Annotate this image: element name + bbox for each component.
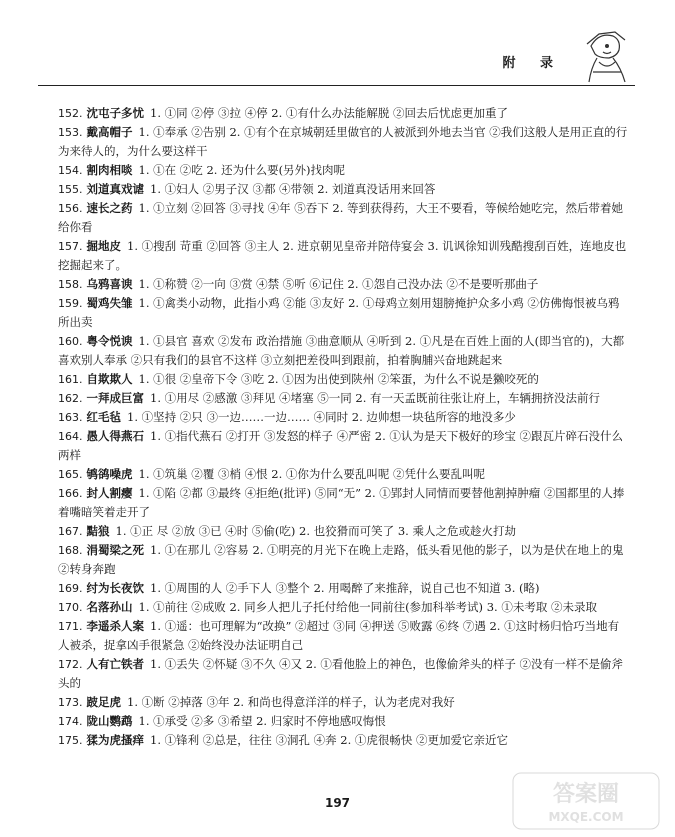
entry-body: 1. ①正 尽 ②放 ③已 ④时 ⑤偷(吃) 2. 也狡猾而可笑了 3. 乘人之危或趁火打劫 (115, 524, 516, 538)
entry-title: 一拜成巨富 (86, 391, 144, 405)
answer-entry (58, 275, 629, 294)
entry-title: 鸲鹆噪虎 (86, 467, 133, 481)
answer-entry (58, 598, 629, 617)
entry-number: 172. (58, 658, 83, 671)
answer-entry (58, 427, 629, 465)
entry-title: 沈屯子多忧 (86, 106, 144, 120)
entry-number: 152. (58, 107, 83, 120)
answer-entry (58, 104, 629, 123)
entry-number: 171. (58, 620, 83, 633)
entry-title: 李遥杀人案 (86, 619, 144, 633)
entry-body: 1. ①锋利 ②总是，往往 ③洞孔 ④奔 2. ①虎很畅快 ②更加爱它亲近它 (150, 733, 509, 747)
entry-body: 1. ①称赞 ②一向 ③赏 ④禁 ⑤听 ⑥记住 2. ①怨自己没办法 ②不是要听那曲子 (138, 277, 539, 291)
entry-number: 153. (58, 126, 83, 139)
answer-entry (58, 199, 629, 237)
entry-body: 1. ①禽类小动物，此指小鸡 ②能 ③友好 2. ①母鸡立刻用翅膀掩护众多小鸡 ②仿佛悔恨被乌鸦所出卖 (58, 296, 620, 329)
entry-title: 跛足虎 (86, 695, 121, 709)
entry-number: 166. (58, 487, 83, 500)
entry-body: 1. ①指代燕石 ②打开 ③发怒的样子 ④严密 2. ①认为是天下极好的珍宝 ②跟瓦片碎石没什么两样 (58, 429, 624, 462)
entry-title: 粤令悦谀 (86, 334, 133, 348)
entry-body: 1. ①筑巢 ②覆 ③梢 ④恨 2. ①你为什么要乱叫呢 ②凭什么要乱叫呢 (138, 467, 486, 481)
entry-title: 猱为虎搔痒 (86, 733, 144, 747)
entry-title: 乌鸦喜谀 (86, 277, 133, 291)
watermark-text: 答案圈 (552, 782, 620, 807)
answer-entry (58, 579, 629, 598)
answer-entry (58, 370, 629, 389)
entry-number: 167. (58, 525, 83, 538)
entry-number: 157. (58, 240, 83, 253)
entry-number: 173. (58, 696, 83, 709)
entry-body: 1. ①在 ②吃 2. 还为什么要(另外)找肉呢 (138, 163, 346, 177)
entry-body: 1. ①搜刮 苛重 ②回答 ③主人 2. 进京朝见皇帝并陪侍宴会 3. 讥讽徐知训残酷搜刮百姓，连地皮也挖掘起来了。 (58, 239, 627, 272)
entry-title: 封人割瘿 (86, 486, 133, 500)
entry-title: 人有亡铁者 (86, 657, 144, 671)
answer-entry (58, 712, 629, 731)
answer-entry (58, 617, 629, 655)
answer-entry (58, 180, 629, 199)
entry-title: 涓蜀梁之死 (86, 543, 144, 557)
answer-entry (58, 294, 629, 332)
entry-number: 161. (58, 373, 83, 386)
entry-body: 1. ①周围的人 ②手下人 ③整个 2. 用喝醉了来推辞，说自己也不知道 3. (略) (150, 581, 540, 595)
entry-title: 愚人得燕石 (86, 429, 144, 443)
entry-body: 1. ①同 ②停 ③拉 ④停 2. ①有什么办法能解脱 ②回去后忧虑更加重了 (150, 106, 509, 120)
page-number: 197 (324, 796, 351, 810)
entry-number: 160. (58, 335, 83, 348)
answer-entry (58, 408, 629, 427)
entry-title: 红毛毡 (86, 410, 121, 424)
entry-body: 1. ①用尽 ②感激 ③拜见 ④堵塞 ⑤一同 2. 有一天孟既前往张让府上，车辆拥挤没法前行 (150, 391, 601, 405)
entry-title: 名落孙山 (86, 600, 133, 614)
entry-body: 1. ①遥：也可理解为“改换” ②超过 ③同 ④押送 ⑤败露 ⑥终 ⑦遇 2. ①这时杨归恰巧当地有人被杀，捉拿凶手很紧急 ②始终没办法证明自己 (58, 619, 620, 652)
entry-title: 蜀鸡失雏 (86, 296, 133, 310)
watermark-logo (511, 771, 661, 831)
answer-entry (58, 731, 629, 750)
header-rule (38, 85, 635, 86)
entry-number: 163. (58, 411, 83, 424)
answer-entry (58, 332, 629, 370)
entry-title: 割肉相啖 (86, 163, 133, 177)
header-title: 附 录 (502, 56, 563, 71)
answer-entry (58, 389, 629, 408)
entry-number: 164. (58, 430, 83, 443)
entry-title: 黠狼 (86, 524, 110, 538)
entry-number: 162. (58, 392, 83, 405)
answer-entry (58, 693, 629, 712)
answer-entry (58, 237, 629, 275)
entry-body: 1. ①陷 ②都 ③最终 ④拒绝(批评) ⑤同“无” 2. ①郢封人同情而要替他割掉肿瘤 ②国都里的人捧着嘴暗笑着走开了 (58, 486, 625, 519)
entry-number: 155. (58, 183, 83, 196)
entry-number: 154. (58, 164, 83, 177)
entry-body: 1. ①奉承 ②告别 2. ①有个在京城朝廷里做官的人被派到外地去当官 ②我们这般人是用正直的行为来待人的，为什么要这样干 (58, 125, 628, 158)
entry-number: 156. (58, 202, 83, 215)
entry-title: 陇山鹦鹉 (86, 714, 133, 728)
entry-body: 1. ①坚持 ②只 ③一边……一边…… ④同时 2. 边帅想一块毡所容的地没多少 (127, 410, 516, 424)
entry-number: 169. (58, 582, 83, 595)
entry-body: 1. ①承受 ②多 ③希望 2. 归家时不停地感叹悔恨 (138, 714, 386, 728)
entry-body: 1. ①断 ②掉落 ③年 2. 和尚也得意洋洋的样子，认为老虎对我好 (127, 695, 455, 709)
entry-body: 1. ①在那儿 ②容易 2. ①明亮的月光下在晚上走路，低头看见他的影子，以为是伏在地上的鬼 ②转身奔跑 (58, 543, 624, 576)
entry-body: 1. ①前往 ②成败 2. 同乡人把儿子托付给他一同前往(参加科举考试) 3. ①未考取 ②未录取 (138, 600, 597, 614)
entry-body: 1. ①丢失 ②怀疑 ③不久 ④又 2. ①看他脸上的神色，也像偷斧头的样子 ②没有一样不是偷斧头的 (58, 657, 624, 690)
answer-entry (58, 655, 629, 693)
entry-title: 掘地皮 (86, 239, 121, 253)
entry-number: 159. (58, 297, 83, 310)
scholar-figure-icon (569, 26, 639, 86)
answer-entry (58, 522, 629, 541)
entry-body: 1. ①县官 喜欢 ②发布 政治措施 ③曲意顺从 ④听到 2. ①凡是在百姓上面的人(即当官的)，大都喜欢别人奉承 ②只有我们的县官不这样 ③立刻把差役叫到跟前，拍着胸脯兴奋地跳起来 (58, 334, 625, 367)
entry-title: 速长之药 (86, 201, 133, 215)
entry-number: 174. (58, 715, 83, 728)
entry-number: 170. (58, 601, 83, 614)
entry-body: 1. ①妇人 ②男子汉 ③都 ④带领 2. 刘道真没话用来回答 (150, 182, 436, 196)
entry-body: 1. ①立刻 ②回答 ③寻找 ④年 ⑤吞下 2. 等到获得药，大王不要看，等候给她吃完，然后带着她给你看 (58, 201, 624, 234)
entry-number: 168. (58, 544, 83, 557)
answer-entry (58, 541, 629, 579)
entry-title: 刘道真戏谑 (86, 182, 144, 196)
entry-title: 自欺欺人 (86, 372, 133, 386)
entry-body: 1. ①很 ②皇帝下令 ③吃 2. ①因为出使到陕州 ②笨蛋，为什么不说是獭咬死的 (138, 372, 539, 386)
answer-entry (58, 465, 629, 484)
entry-number: 175. (58, 734, 83, 747)
entry-title: 纣为长夜饮 (86, 581, 144, 595)
entry-title: 戴高帽子 (86, 125, 133, 139)
entry-number: 165. (58, 468, 83, 481)
answer-entry (58, 484, 629, 522)
answer-entry (58, 123, 629, 161)
entry-number: 158. (58, 278, 83, 291)
answer-entry (58, 161, 629, 180)
answer-list (58, 104, 629, 750)
watermark-url: MXQE.COM (548, 810, 624, 824)
